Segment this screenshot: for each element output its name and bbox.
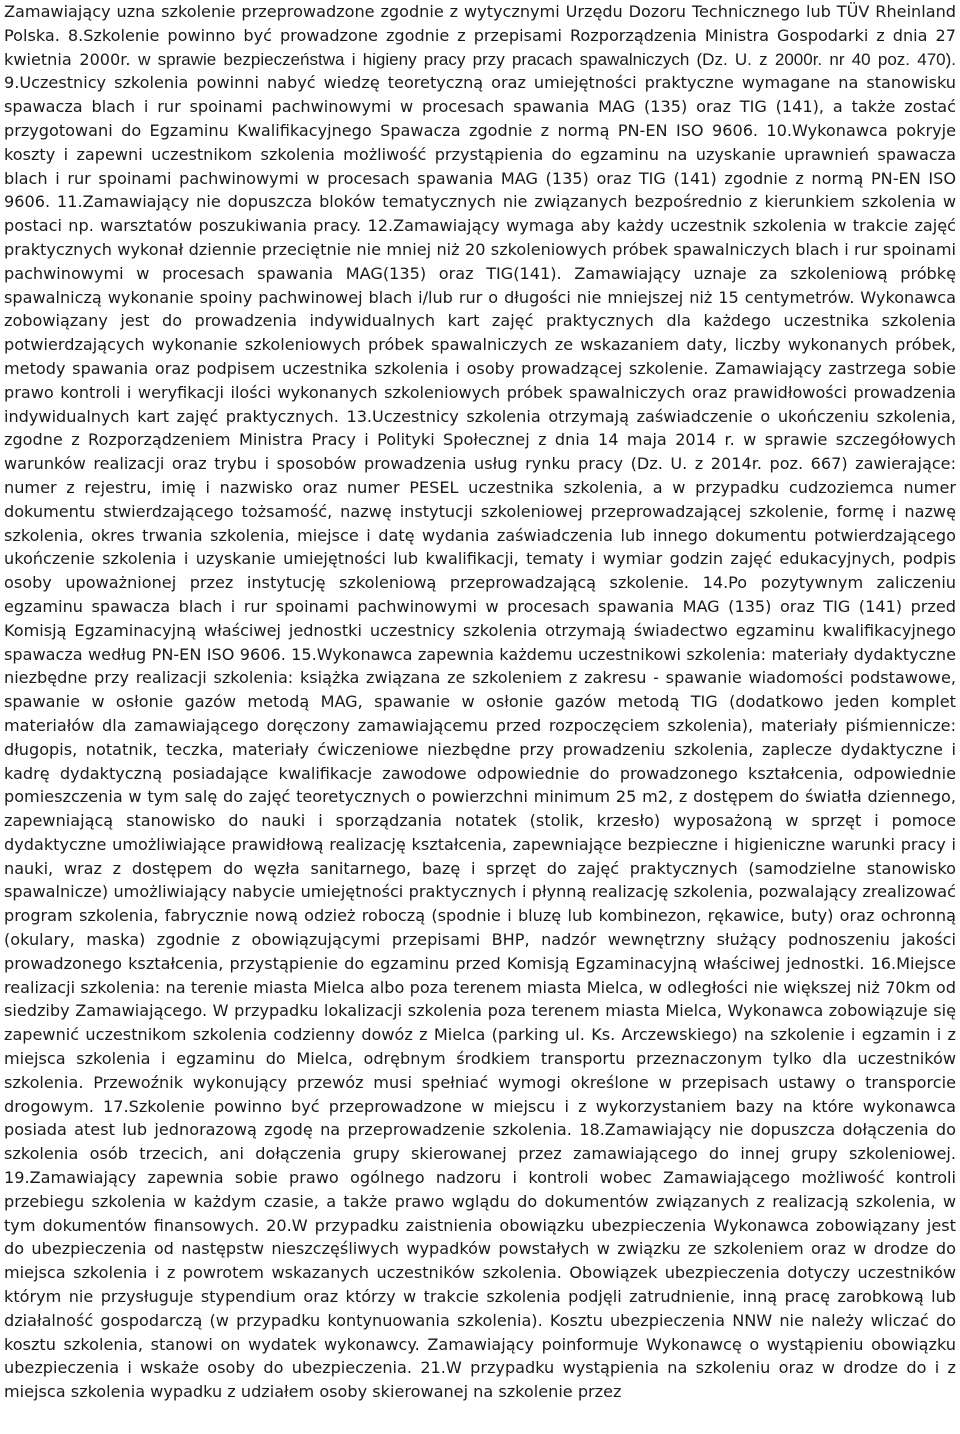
text-segment-3: 9.Uczestnicy szkolenia powinni nabyć wiedzę teoretyczną oraz umiejętności praktyczne wymagane na stanowisku spawacza blach i rur spoinami pachwinowymi w procesach spawania MAG (135) oraz TIG (141), a także zostać przygotowani do Egzaminu Kwalifikacyjnego Spawacza zgodnie z normą PN-EN ISO 9606. 10.Wykonawca pokryje koszty i zapewni uczestnikom szkolenia możliwość przystąpienia do egzaminu na uzyskanie uprawnień spawacza blach i rur spoinami pachwinowymi w procesach spawania MAG (135) oraz TIG (141) zgodnie z normą PN-EN ISO 9606. 11.Zamawiający nie dopuszcza bloków tematycznych nie związanych bezpośrednio z kierunkiem szkolenia w postaci np. warsztatów poszukiwania pracy. 12.Zamawiający wymaga aby każdy uczestnik szkolenia w trakcie zajęć praktycznych wykonał dziennie przeciętnie nie mniej niż 20 szkoleniowych próbek spawalniczych blach i rur spoinami pachwinowymi w procesach spawania MAG(135) oraz TIG(141). Zamawiający uznaje za szkoleniową próbkę spawalniczą wykonanie spoiny pachwinowej blach i/lub rur o długości nie mniejszej niż 15 centymetrów. Wykonawca zobowiązany jest do prowadzenia indywidualnych kart zajęć praktycznych dla każdego uczestnika szkolenia potwierdzających wykonanie szkoleniowych próbek spawalniczych ze wskazaniem daty, liczby wykonanych próbek, metody spawania oraz podpisem uczestnika szkolenia i osoby prowadzącej szkolenie. Zamawiający zastrzega sobie prawo kontroli i weryfikacji ilości wykonanych szkoleniowych próbek spawalniczych oraz prawidłowości prowadzenia indywidualnych kart zajęć praktycznych. 13.Uczestnicy szkolenia otrzymają zaświadczenie o ukończeniu szkolenia, zgodne z Rozporządzeniem Ministra Pracy i Polityki Społecznej z dnia 14 maja 2014 r. w sprawie szczegółowych warunków realizacji oraz trybu i sposobów prowadzenia usług rynku pracy (Dz. U. z 2014r. poz. 667) zawierające: numer z rejestru, imię i nazwisko oraz numer PESEL uczestnika szkolenia, a w przypadku cudzoziemca numer dokumentu stwierdzającego tożsamość, nazwę instytucji szkoleniowej przeprowadzającej szkolenie, formę i nazwę szkolenia, okres trwania szkolenia, miejsce i datę wydania zaświadczenia lub innego dokumentu potwierdzającego ukończenie szkolenia i uzyskanie umiejętności lub kwalifikacji, tematy i wymiar godzin zajęć edukacyjnych, podpis osoby upoważnionej przez instytucję szkoleniową przeprowadzającą szkolenie. 14.Po pozytywnym zaliczeniu egzaminu spawacza blach i rur spoinami pachwinowymi w procesach spawania MAG (135) oraz TIG (141) przed Komisją Egzaminacyjną właściwej jednostki uczestnicy szkolenia otrzymają świadectwo egzaminu kwalifikacyjnego spawacza według PN-EN ISO 9606. 15.Wykonawca zapewnia każdemu uczestnikowi szkolenia: materiały dydaktyczne niezbędne przy realizacji szkolenia: książka związana ze szkoleniem z zakresu - spawanie wiadomości podstawowe, spawanie w osłonie gazów metodą MAG, spawanie w osłonie gazów metodą TIG (dodatkowo jeden komplet materiałów dla zamawiającego doręczony zamawiającemu przed rozpoczęciem szkolenia), materiały piśmiennicze: długopis, notatnik, teczka, materiały ćwiczeniowe niezbędne przy prowadzeniu szkolenia, zaplecze dydaktyczne i kadrę dydaktyczną posiadające kwalifikacje zawodowe odpowiednie do prowadzonego kształcenia, odpowiednie pomieszczenia w tym salę do zajęć teoretycznych o powierzchni minimum 25 m2, z dostępem do światła dziennego, zapewniającą stanowisko do nauki i sporządzania notatek (stolik, krzesło) wyposażoną w sprzęt i pomoce dydaktyczne umożliwiające prawidłową realizację kształcenia, zapewniające bezpieczne i higieniczne warunki pracy i nauki, wraz z dostępem do węzła sanitarnego, bazę i sprzęt do zajęć praktycznych (samodzielne stanowisko spawalnicze) umożliwiający nabycie umiejętności praktycznych i płynną realizację szkolenia, pozwalający zrealizować program szkolenia, fabrycznie nową odzież roboczą (spodnie i bluzę lub kombinezon, rękawice, buty) oraz ochronną (okulary, maska) zgodnie z obowiązującymi przepisami BHP, nadzór wewnętrzny służący podnoszeniu jakości prowadzonego kształcenia, przystąpienie do egzaminu przed Komisją Egzaminacyjną właściwej jednostki. 16.Miejsce realizacji szkolenia: na terenie miasta Mielca albo poza terenem miasta Mielca, w odległości nie większej niż 70km od siedziby Zamawiającego. W przypadku lokalizacji szkolenia poza terenem miasta Mielca, Wykonawca zobowiązuje się zapewnić uczestnikom szkolenia codzienny dowóz z Mielca (parking ul. Ks. Arczewskiego) na szkolenie i egzamin i z miejsca szkolenia i egzaminu do Mielca, odrębnym środkiem transportu przeznaczonym tylko dla uczestników szkolenia. Przewoźnik wykonujący przewóz musi spełniać wymogi określone w przepisach ustawy o transporcie drogowym. 17.Szkolenie powinno być przeprowadzone w miejscu i z wykorzystaniem bazy na które wykonawca posiada atest lub jednorazową zgodę na przeprowadzenie szkolenia. 18.Zamawiający nie dopuszcza dołączenia do szkolenia osób trzecich, ani dołączenia grupy skierowanej przez zamawiającego do innej grupy szkoleniowej. 19.Zamawiający zapewnia sobie prawo ogólnego nadzoru i kontroli wobec Zamawiającego możliwość kontroli przebiegu szkolenia w każdym czasie, a także prawo wglądu do dokumentów związanych z realizacją szkolenia, w tym dokumentów finansowych. 20.W przypadku zaistnienia obowiązku ubezpieczenia Wykonawca zobowiązany jest do ubezpieczenia od następstw nieszczęśliwych wypadków powstałych w związku ze szkoleniem oraz w drodze do miejsca szkolenia i z powrotem wskazanych uczestników szkolenia. Obowiązek ubezpieczenia dotyczy uczestników którym nie przysługuje stypendium oraz którzy w trakcie szkolenia podjęli zatrudnienie, inną pracę zarobkową lub działalność gospodarczą (w przypadku kontynuowania szkolenia). Kosztu ubezpieczenia NNW nie należy wliczać do kosztu szkolenia, stanowi on wydatek wykonawcy. Zamawiający poinformuje Wykonawcę o wystąpieniu obowiązku ubezpieczenia i wskaże osoby do ubezpieczenia. 21.W przypadku wystąpienia na szkoleniu oraz w drodze do i z miejsca szkolenia wypadku z udziałem osoby skierowanej na szkolenie przez [4,73,956,1402]
text-segment-2: w sprawie bezpieczeństwa i higieny pracy przy pracach spawalniczych (Dz. U. z 2000r. nr 40 poz. 470). [138,49,956,69]
text-segment-1: Zamawiający uzna szkolenie przeprowadzone zgodnie z wytycznymi Urzędu Dozoru Technicznego lub TÜV Rheinland Polska. 8.Szkolenie powinno być prowadzone zgodnie z przepisami Rozporządzenia Ministra Gospodarki z dnia 27 kwietnia 2000r. [4,2,956,69]
